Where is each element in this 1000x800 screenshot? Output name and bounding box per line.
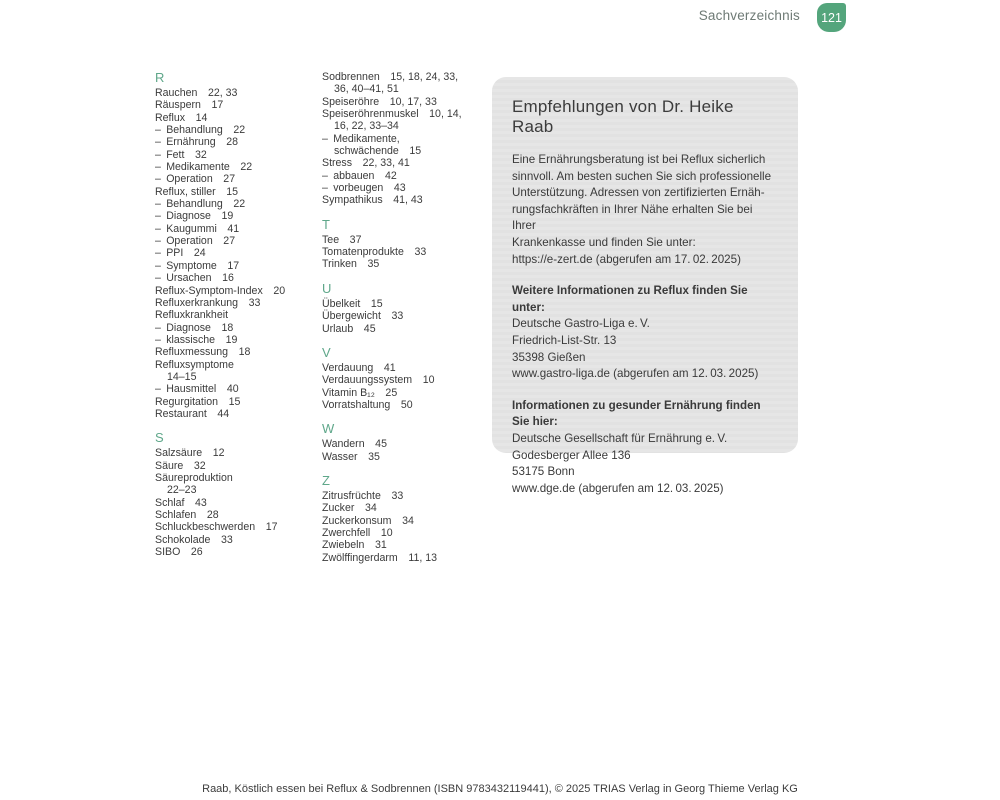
info-box-line: Eine Ernährungsberatung ist bei Reflux sicherlich	[512, 153, 766, 166]
index-entry: – Operation 27	[155, 173, 236, 186]
index-entry: Stress 22, 33, 41	[322, 157, 410, 170]
index-entry: Vorratshaltung 50	[322, 398, 413, 411]
index-entry: – Operation 27	[155, 235, 236, 248]
index-entry: – Ernährung 28	[155, 136, 239, 149]
index-entry: Sympathikus 41, 43	[322, 194, 423, 207]
index-section	[322, 346, 494, 411]
index-entry: – Behandlung 22	[155, 198, 246, 211]
index-entry: 16, 22, 33–34	[334, 120, 399, 133]
info-box-line: www.dge.de (abgerufen am 12. 03. 2025)	[512, 481, 724, 495]
index-section-letter: Z	[322, 472, 330, 488]
index-entry: Zwerchfell 10	[322, 526, 393, 539]
index-entry: – Behandlung 22	[155, 124, 246, 137]
index-entry: Zuckerkonsum 34	[322, 514, 414, 527]
index-entry: Trinken 35	[322, 258, 380, 271]
index-entry: Säure 32	[155, 459, 206, 472]
index-column-2	[322, 71, 494, 564]
info-box-line: Godesberger Allee 136	[512, 448, 631, 462]
index-section-letter: R	[155, 70, 165, 85]
index-section	[322, 218, 494, 271]
index-entry: Refluxsymptome	[155, 358, 234, 371]
index-entry: – Symptome 17	[155, 259, 240, 272]
index-section	[322, 71, 494, 207]
index-column-1	[155, 71, 319, 558]
index-entry: Verdauungssystem 10	[322, 374, 435, 387]
info-box-line: sinnvoll. Am besten suchen Sie sich professionelle	[512, 169, 772, 183]
index-section-letter: S	[155, 430, 164, 446]
index-entry: Speiseröhre 10, 17, 33	[322, 95, 437, 108]
index-entry: – vorbeugen 43	[322, 182, 406, 195]
index-section	[155, 431, 319, 558]
index-entry: Restaurant 44	[155, 407, 230, 420]
index-section-letter: V	[322, 344, 331, 360]
index-entry: Refluxkrankheit	[155, 309, 229, 322]
index-section	[322, 282, 494, 335]
index-entry: – Ursachen 16	[155, 272, 234, 285]
page-number-badge: 121	[817, 3, 846, 32]
index-entry: Schluckbeschwerden 17	[155, 521, 278, 534]
index-entry: Zwölffingerdarm 11, 13	[322, 551, 438, 564]
index-entry: – abbauen 42	[322, 169, 397, 182]
index-entry: Schlaf 43	[155, 496, 207, 509]
index-entry: – Kaugummi 41	[155, 222, 240, 235]
index-entry: Urlaub 45	[322, 322, 376, 335]
index-entry: Räuspern 17	[155, 99, 224, 112]
info-box-blocks	[512, 152, 778, 497]
index-entry: Zwiebeln 31	[322, 539, 387, 552]
index-entry: – Fett 32	[155, 148, 207, 161]
index-entry: Vitamin B₁₂ 25	[322, 386, 398, 399]
index-entry: Wasser 35	[322, 450, 380, 463]
index-section	[322, 422, 494, 463]
info-box-line: Friedrich-List-Str. 13	[512, 333, 617, 347]
info-box-line: 53175 Bonn	[512, 465, 575, 479]
index-entry: Übergewicht 33	[322, 310, 404, 323]
info-box-block	[512, 152, 778, 268]
page-footer: Raab, Köstlich essen bei Reflux & Sodbrennen (ISBN 9783432119441), © 2025 TRIAS Verlag in Georg Thieme Verlag KG	[202, 783, 798, 795]
index-entry: Regurgitation 15	[155, 395, 241, 408]
index-entry: Reflux, stiller 15	[155, 185, 239, 198]
index-section	[322, 474, 494, 564]
info-box-block	[512, 283, 778, 383]
info-box-line: Unterstützung. Adressen von zertifizierten Ernäh-	[512, 186, 765, 200]
index-entry: – Diagnose 18	[155, 321, 234, 334]
index-entry: – klassische 19	[155, 333, 238, 346]
index-section-letter: U	[322, 280, 332, 296]
info-box-title: Empfehlungen von Dr. Heike Raab	[512, 97, 734, 136]
info-box	[492, 77, 798, 495]
index-entry: Tomatenprodukte 33	[322, 246, 427, 259]
info-box-line: rungsfachkräften in Ihrer Nähe erhalten Sie bei Ihrer	[512, 202, 753, 233]
index-entry: Sodbrennen 15, 18, 24, 33,	[322, 71, 459, 83]
index-entry: 36, 40–41, 51	[334, 83, 399, 96]
info-box-block	[512, 398, 778, 498]
index-entry: Speiseröhrenmuskel 10, 14,	[322, 108, 462, 121]
info-box-line: Deutsche Gesellschaft für Ernährung e. V.	[512, 431, 728, 445]
index-entry: – Diagnose 19	[155, 210, 234, 223]
index-section-letter: W	[322, 421, 335, 437]
index-entry: Refluxerkrankung 33	[155, 296, 261, 309]
index-section	[155, 71, 319, 420]
index-entry: – Medikamente,	[322, 132, 400, 145]
index-entry: Refluxmessung 18	[155, 346, 251, 359]
info-box-line: https://e-zert.de (abgerufen am 17. 02. 2025)	[512, 252, 741, 266]
index-entry: – Medikamente 22	[155, 161, 253, 174]
info-box-heading: Weitere Informationen zu Reflux finden Sie unter:	[512, 284, 748, 314]
index-entry: Säureproduktion	[155, 471, 233, 484]
info-box-line: Deutsche Gastro-Liga e. V.	[512, 317, 650, 331]
index-entry: Rauchen 22, 33	[155, 87, 238, 99]
index-entry: Zucker 34	[322, 502, 377, 515]
index-entry: Übelkeit 15	[322, 297, 383, 310]
index-entry: – Hausmittel 40	[155, 383, 239, 396]
index-entry: Reflux 14	[155, 111, 208, 124]
info-box-line: 35398 Gießen	[512, 350, 586, 364]
info-box-line: www.gastro-liga.de (abgerufen am 12. 03. 2025)	[512, 367, 759, 381]
info-box-line: Krankenkasse und finden Sie unter:	[512, 235, 696, 249]
index-entry: Reflux-Symptom-Index 20	[155, 284, 286, 297]
index-entry: 14–15	[167, 370, 197, 383]
index-entry: Schlafen 28	[155, 509, 219, 521]
index-entry: SIBO 26	[155, 546, 203, 559]
index-entry: Salzsäure 12	[155, 447, 225, 460]
info-box-heading: Informationen zu gesunder Ernährung finden Sie hier:	[512, 398, 761, 429]
index-entry: – PPI 24	[155, 247, 206, 260]
index-entry: Wandern 45	[322, 438, 387, 451]
index-entry: Tee 37	[322, 233, 362, 246]
index-entry: Schokolade 33	[155, 533, 233, 546]
index-entry: Verdauung 41	[322, 361, 396, 374]
running-head-label: Sachverzeichnis	[698, 8, 800, 23]
index-entry: 22–23	[167, 484, 197, 497]
index-entry: Zitrusfrüchte 33	[322, 489, 404, 502]
index-section-letter: T	[322, 216, 330, 232]
index-entry: schwächende 15	[334, 145, 422, 158]
